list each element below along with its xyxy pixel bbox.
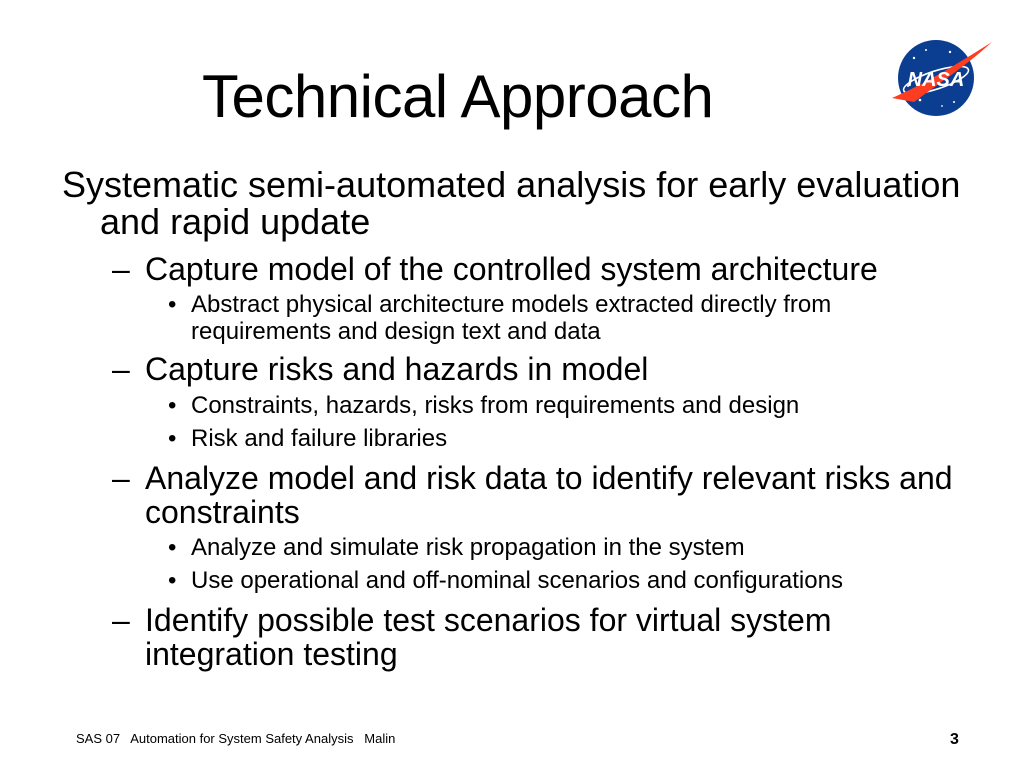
- outline-item: [112, 252, 952, 286]
- bullet-marker: •: [168, 534, 177, 561]
- bullet-marker: •: [168, 425, 177, 452]
- nasa-logo-text: NASA: [907, 69, 965, 91]
- outline-subitem-text: Analyze and simulate risk propagation in the system: [191, 534, 745, 561]
- outline-subitem-text: Abstract physical architecture models extracted directly from requirements and design text and data: [191, 291, 832, 345]
- bullet-marker: •: [168, 567, 177, 594]
- outline-subitem: [168, 567, 968, 594]
- slide-footer: SAS 07 Automation for System Safety Analysis Malin: [76, 731, 396, 746]
- dash-marker: –: [112, 602, 130, 638]
- bullet-marker: •: [168, 291, 177, 318]
- dash-marker: –: [112, 460, 130, 496]
- dash-marker: –: [112, 351, 130, 387]
- outline-item-text: Capture model of the controlled system architecture: [145, 251, 878, 287]
- outline-subitem-text: Use operational and off-nominal scenarios and configurations: [191, 567, 843, 594]
- page-number: 3: [950, 731, 959, 748]
- bullet-marker: •: [168, 392, 177, 419]
- outline-item-text: Capture risks and hazards in model: [145, 351, 649, 387]
- outline-item: [112, 461, 962, 529]
- outline-item-text: Identify possible test scenarios for virtual system integration testing: [145, 602, 832, 672]
- nasa-logo-icon: [884, 36, 996, 118]
- outline-subitem: [168, 392, 968, 419]
- outline-item-text: Analyze model and risk data to identify relevant risks and constraints: [145, 460, 953, 530]
- outline-subitem: [168, 534, 968, 561]
- outline-subitem: [168, 291, 968, 345]
- outline-subitem-text: Risk and failure libraries: [191, 425, 448, 452]
- outline-item: [112, 603, 912, 671]
- outline-subitem: [168, 425, 968, 452]
- outline-heading: Systematic semi-automated analysis for early evaluation and rapid update: [62, 164, 961, 242]
- outline-item: [112, 352, 952, 386]
- slide-title: Technical Approach: [202, 63, 714, 130]
- dash-marker: –: [112, 251, 130, 287]
- outline-subitem-text: Constraints, hazards, risks from requirements and design: [191, 392, 800, 419]
